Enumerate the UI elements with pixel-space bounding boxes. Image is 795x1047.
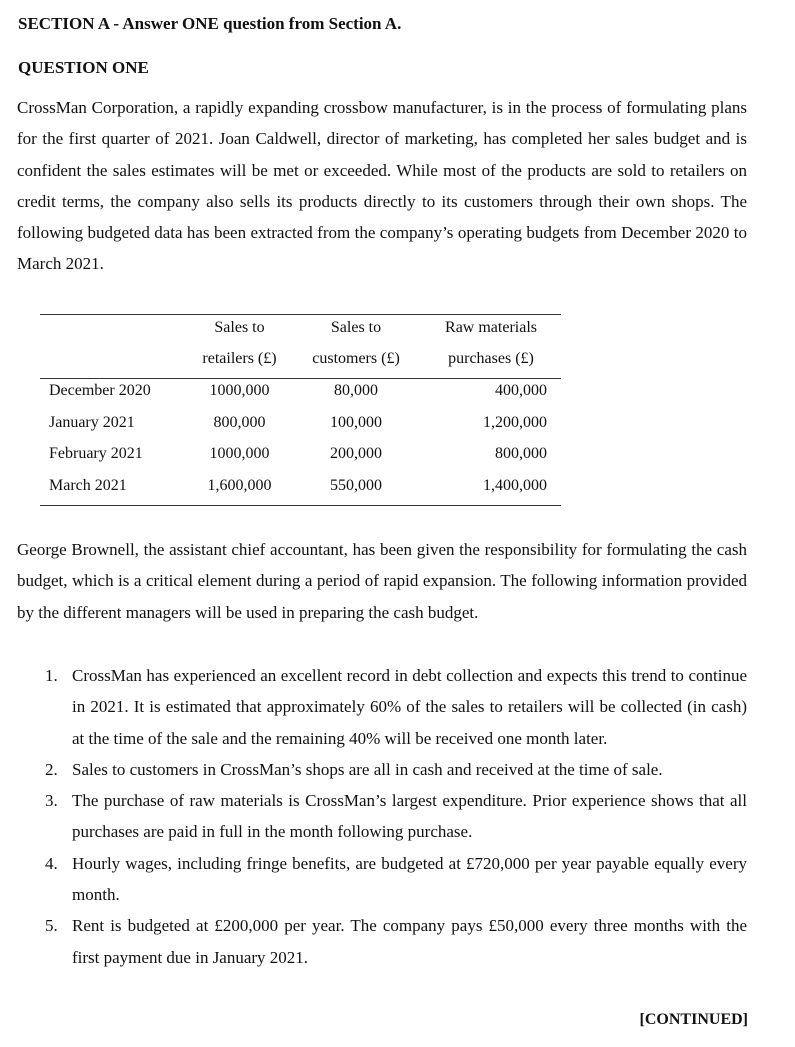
intro-paragraph: CrossMan Corporation, a rapidly expanding crossbow manufacturer, is in the process of formulating plans for the first quarter of 2021. Joan Caldwell, director of marketing, has completed her sales budget and is confident the sales estimates will be met or exceeded. While most of the products are sold to retailers on credit terms, the company also sells its products directly to its customers through their own shops. The following budgeted data has been extracted from the company’s operating budgets from December 2020 to March 2021. bbox=[17, 98, 747, 274]
list-item-number: 2. bbox=[45, 759, 58, 779]
list-item-text: CrossMan has experienced an excellent record in debt collection and expects this trend to continue in 2021. It is estimated that approximately 60% of the sales to retailers will be collected (in cash) at the time of the sale and the remaining 40% will be received one month later. bbox=[72, 666, 747, 748]
table-row-month: December 2020 bbox=[49, 382, 151, 399]
header-raw-line1: Raw materials bbox=[445, 319, 537, 336]
header-customers-line1: Sales to bbox=[330, 319, 382, 336]
table-bottom-rule bbox=[40, 505, 561, 506]
table-row-raw: 800,000 bbox=[495, 445, 547, 462]
list-item-number: 1. bbox=[45, 666, 58, 685]
second-paragraph: George Brownell, the assistant chief accountant, has been given the responsibility for formulating the cash budget, which is a critical element during a period of rapid expansion. The following information provided by the different managers will be used in preparing the cash budget. bbox=[17, 540, 747, 622]
information-list bbox=[17, 660, 747, 973]
table-row-month: March 2021 bbox=[49, 477, 127, 494]
table-row-retailers: 800,000 bbox=[213, 414, 266, 431]
table-row-customers: 550,000 bbox=[330, 477, 382, 494]
list-item-text: Rent is budgeted at £200,000 per year. The company pays £50,000 every three months with the first payment due in January 2021. bbox=[72, 916, 747, 967]
table-header-rule bbox=[40, 378, 561, 379]
table-row-retailers: 1000,000 bbox=[209, 382, 270, 399]
table-top-rule bbox=[40, 314, 561, 315]
table-row-raw: 1,200,000 bbox=[483, 414, 547, 431]
table-row-customers: 80,000 bbox=[334, 382, 378, 399]
table-row-retailers: 1000,000 bbox=[209, 445, 270, 462]
list-item-text: Sales to customers in CrossMan’s shops are all in cash and received at the time of sale. bbox=[72, 759, 663, 779]
list-item bbox=[17, 660, 747, 754]
list-item-text: The purchase of raw materials is CrossMan’s largest expenditure. Prior experience shows that all purchases are paid in full in the month following purchase. bbox=[72, 791, 747, 842]
continued-label: [CONTINUED] bbox=[639, 1011, 748, 1028]
list-item bbox=[17, 848, 747, 911]
table-row-customers: 100,000 bbox=[330, 414, 382, 431]
list-item bbox=[17, 910, 747, 973]
list-item-number: 4. bbox=[45, 853, 58, 873]
table-row-customers: 200,000 bbox=[330, 445, 382, 462]
question-title: QUESTION ONE bbox=[18, 58, 149, 77]
table-row-raw: 1,400,000 bbox=[483, 477, 547, 494]
table-row-month: February 2021 bbox=[49, 445, 143, 462]
header-raw-line2: purchases (£) bbox=[448, 350, 534, 367]
list-item-number: 5. bbox=[45, 916, 58, 936]
table-row-raw: 400,000 bbox=[495, 382, 547, 399]
header-retailers-line1: Sales to bbox=[214, 319, 265, 336]
section-title: SECTION A - Answer ONE question from Section A. bbox=[18, 14, 402, 33]
list-item bbox=[17, 754, 747, 785]
table-row-month: January 2021 bbox=[49, 414, 135, 431]
list-item bbox=[17, 785, 747, 848]
header-customers-line2: customers (£) bbox=[312, 350, 400, 367]
list-item-text: Hourly wages, including fringe benefits, are budgeted at £720,000 per year payable equally every month. bbox=[72, 853, 747, 905]
list-item-number: 3. bbox=[45, 791, 58, 811]
header-retailers-line2: retailers (£) bbox=[202, 350, 277, 367]
table-row-retailers: 1,600,000 bbox=[207, 477, 272, 494]
budget-table bbox=[40, 314, 561, 506]
